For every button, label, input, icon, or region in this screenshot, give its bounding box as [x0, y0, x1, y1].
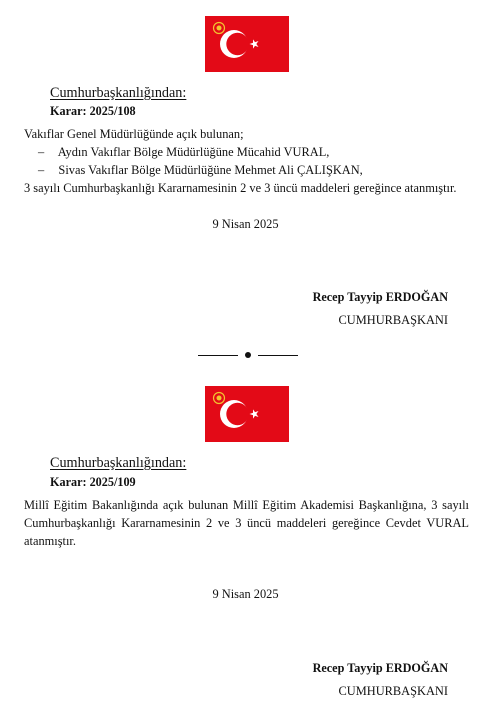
decision1-date: 9 Nisan 2025 [212, 217, 279, 231]
decision1-signer-title: CUMHURBAŞKANI [338, 313, 448, 327]
decision2-karar: Karar: 2025/109 [50, 475, 136, 489]
decision2-body: Millî Eğitim Bakanlığında açık bulunan Millî Eğitim Akademisi Başkanlığına, 3 sayılı Cumhurbaşkanlığı Kararnamesinin 2 ve 3 üncü maddeleri gereğince Cevdet VURAL atanmıştır. [24, 498, 469, 548]
decision2-heading: Cumhurbaşkanlığından: [50, 455, 187, 471]
decision1-karar: Karar: 2025/108 [50, 104, 136, 118]
decision1-intro: Vakıflar Genel Müdürlüğünde açık bulunan; [24, 127, 244, 141]
decision1-signer-name: Recep Tayyip ERDOĞAN [312, 290, 448, 304]
list-item [38, 163, 363, 178]
decision1-closing: 3 sayılı Cumhurbaşkanlığı Kararnamesinin 2 ve 3 üncü maddeleri gereğince atanmıştır. [24, 181, 457, 195]
separator-dot-icon [198, 349, 298, 361]
decision2-signer-title: CUMHURBAŞKANI [338, 684, 448, 698]
decision2-date: 9 Nisan 2025 [212, 587, 279, 601]
list-item-text: Aydın Vakıflar Bölge Müdürlüğüne Mücahid VURAL, [57, 145, 330, 159]
list-item [38, 145, 329, 160]
turkish-flag-icon [205, 16, 289, 72]
decision2-signer-name: Recep Tayyip ERDOĞAN [312, 661, 448, 675]
decision1-heading: Cumhurbaşkanlığından: [50, 85, 187, 101]
list-item-text: Sivas Vakıflar Bölge Müdürlüğüne Mehmet Ali ÇALIŞKAN, [58, 163, 363, 177]
list-dash: – [38, 145, 45, 159]
list-dash: – [38, 163, 45, 177]
turkish-flag-icon [205, 386, 289, 442]
